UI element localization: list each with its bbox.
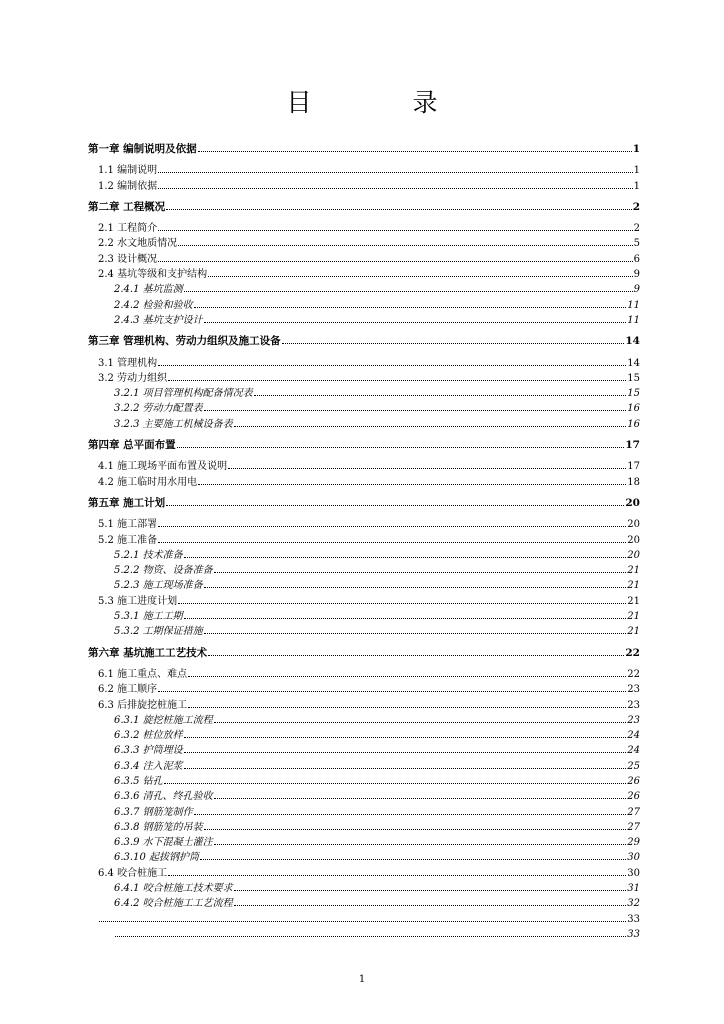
toc-entry[interactable] [88, 563, 640, 578]
toc-entry-page: 25 [627, 760, 640, 772]
toc-entry[interactable] [88, 759, 640, 774]
toc-entry-page: 23 [627, 699, 640, 711]
toc-entry-page: 15 [627, 388, 640, 400]
toc-entry-title: 3.2 劳动力组织 [98, 372, 168, 384]
toc-entry-title: 5.2.3 施工现场准备 [114, 580, 203, 592]
toc-entry[interactable] [88, 850, 640, 865]
dot-leader [166, 496, 624, 506]
toc-entry-title: 1.1 编制说明 [98, 165, 158, 177]
dot-leader [204, 820, 627, 830]
toc-entry-page: 26 [627, 791, 640, 803]
toc-entry-title: 3.2.1 项目管理机构配备情况表 [114, 388, 253, 400]
toc-entry-page: 20 [627, 549, 640, 561]
toc-entry-title: 2.1 工程简介 [98, 223, 158, 235]
dot-leader [204, 313, 627, 323]
dot-leader [208, 646, 624, 656]
toc-entry-page: 24 [627, 730, 640, 742]
toc-entry-page: 1 [633, 180, 640, 192]
toc-entry-title: 2.4.3 基坑支护设计 [114, 314, 203, 326]
toc-entry-title: 2.4 基坑等级和支护结构 [98, 269, 208, 281]
toc-entry[interactable] [88, 774, 640, 789]
toc-entry-title: 第三章 管理机构、劳动力组织及施工设备 [88, 335, 281, 348]
toc-entry-title: 第一章 编制说明及依据 [88, 143, 197, 155]
toc-entry-title: 3.1 管理机构 [98, 357, 158, 369]
toc-entry-page: 20 [625, 496, 640, 509]
dot-leader [177, 438, 625, 448]
toc-entry[interactable] [88, 835, 640, 850]
toc-entry-title: 6.4.2 咬合桩施工工艺流程 [114, 898, 233, 910]
toc-title: 目 录 [286, 88, 476, 117]
toc-entry-page: 30 [627, 867, 640, 879]
toc-entry-page: 2 [633, 223, 640, 235]
toc-entry-page: 11 [627, 299, 640, 311]
dot-leader [184, 282, 633, 292]
toc-entry-page: 1 [632, 143, 640, 155]
toc-entry-title: 第四章 总平面布置 [88, 439, 176, 452]
dot-leader [158, 356, 626, 366]
dot-leader [214, 563, 627, 573]
toc-entry[interactable] [88, 578, 640, 593]
toc-entry[interactable] [88, 927, 640, 942]
toc-entry-title: 6.2 施工顺序 [98, 684, 158, 696]
toc-entry-title: 6.3.2 桩位放样 [114, 730, 183, 742]
toc-entry-page: 27 [627, 821, 640, 833]
dot-leader [198, 142, 632, 152]
toc-entry[interactable] [88, 820, 640, 835]
toc-entry-page: 27 [627, 806, 640, 818]
toc-entry-page: 11 [627, 314, 640, 326]
dot-leader [158, 163, 633, 173]
toc-entry-title: 6.3.8 钢筋笼的吊装 [114, 821, 203, 833]
toc-entry-title: 5.2 施工准备 [98, 534, 158, 546]
dot-leader [188, 667, 626, 677]
toc-chapter-entry[interactable] [88, 142, 640, 157]
dot-leader [158, 517, 626, 527]
toc-entry-title: 5.1 施工部署 [98, 519, 158, 531]
toc-entry-page: 14 [627, 357, 640, 369]
toc-entry[interactable] [88, 881, 640, 896]
toc-entry-page: 23 [627, 684, 640, 696]
dot-leader [158, 533, 626, 543]
dot-leader [200, 850, 626, 860]
toc-entry[interactable] [88, 163, 640, 178]
toc-entry-title: 1.2 编制依据 [98, 180, 158, 192]
toc-entry-title: 2.3 设计概况 [98, 253, 158, 265]
toc-entry-page: 21 [627, 565, 640, 577]
toc-entry-page: 33 [627, 928, 640, 940]
toc-entry-page: 24 [627, 745, 640, 757]
toc-entry[interactable] [88, 533, 640, 548]
dot-leader [178, 236, 633, 246]
toc-entry[interactable] [88, 667, 640, 682]
dot-leader [204, 624, 627, 634]
dot-leader [198, 475, 626, 485]
toc-entry-title: 6.3.1 旋挖桩施工流程 [114, 714, 213, 726]
toc-entry[interactable] [88, 252, 640, 267]
dot-leader [115, 927, 626, 937]
toc-entry-page: 22 [625, 646, 640, 659]
toc-entry[interactable] [88, 401, 640, 416]
toc-entry[interactable] [88, 517, 640, 532]
dot-leader [158, 221, 633, 231]
toc-entry-page: 18 [627, 476, 640, 488]
toc-entry[interactable] [88, 475, 640, 490]
toc-entry-title: 6.3.4 注入泥浆 [114, 760, 183, 772]
toc-entry-page: 21 [627, 611, 640, 623]
toc-entry-title: 5.3.1 施工工期 [114, 611, 183, 623]
toc-entry[interactable] [88, 459, 640, 474]
toc-entry-page: 29 [627, 837, 640, 849]
toc-chapter-entry[interactable] [88, 646, 640, 661]
toc-entry-title: 6.4.1 咬合桩施工技术要求 [114, 883, 233, 895]
toc-entry-title: 5.2.2 物资、设备准备 [114, 565, 213, 577]
toc-entry[interactable] [88, 682, 640, 697]
toc-entry-page: 31 [627, 883, 640, 895]
toc-entry-title: 第五章 施工计划 [88, 496, 166, 509]
toc-entry[interactable] [88, 298, 640, 313]
toc-entry[interactable] [88, 698, 640, 713]
toc-entry-page: 1 [633, 165, 640, 177]
dot-leader [158, 179, 633, 189]
toc-entry[interactable] [88, 356, 640, 371]
toc-entry[interactable] [88, 313, 640, 328]
toc-entry[interactable] [88, 417, 640, 432]
toc-entry-page: 30 [627, 852, 640, 864]
toc-entry-title: 6.1 施工重点、难点 [98, 668, 188, 680]
toc-entry-title: 5.2.1 技术准备 [114, 549, 183, 561]
toc-entry[interactable] [88, 789, 640, 804]
toc-entry-title: 6.4 咬合桩施工 [98, 867, 168, 879]
dot-leader [208, 267, 633, 277]
page-number: 1 [358, 974, 366, 985]
dot-leader [204, 401, 627, 411]
dot-leader [254, 386, 627, 396]
toc-entry-title: 4.2 施工临时用水用电 [98, 476, 198, 488]
toc-entry-title: 4.1 施工现场平面布置及说明 [98, 461, 228, 473]
toc-entry-page: 14 [625, 335, 640, 348]
toc-entry-title: 3.2.2 劳动力配置表 [114, 403, 203, 415]
toc-entry-title: 6.3.3 护筒埋设 [114, 745, 183, 757]
toc-entry-page: 15 [627, 372, 640, 384]
dot-leader [188, 698, 626, 708]
dot-leader [178, 594, 626, 604]
toc-entry[interactable] [88, 728, 640, 743]
dot-leader [234, 881, 627, 891]
dot-leader [158, 252, 633, 262]
toc-entry-page: 33 [627, 913, 640, 925]
toc-entry-title: 6.3.10 起拔钢护筒 [114, 852, 199, 864]
toc-entry[interactable] [88, 743, 640, 758]
toc-entry-title: 3.2.3 主要施工机械设备表 [114, 418, 233, 430]
dot-leader [164, 774, 627, 784]
toc-entry[interactable] [88, 236, 640, 251]
toc-entry-title: 5.3.2 工期保证措施 [114, 626, 203, 638]
toc-entry-page: 9 [633, 269, 640, 281]
toc-entry-page: 2 [632, 200, 640, 213]
dot-leader [194, 298, 627, 308]
toc-entry-page: 21 [627, 580, 640, 592]
toc-entry[interactable] [88, 713, 640, 728]
toc-entry-page: 21 [627, 626, 640, 638]
dot-leader [204, 578, 627, 588]
dot-leader [214, 789, 627, 799]
toc-chapter-entry[interactable] [88, 438, 640, 453]
toc-entry[interactable] [88, 805, 640, 820]
dot-leader [168, 866, 626, 876]
toc-entry-page: 16 [627, 403, 640, 415]
toc-entry[interactable] [88, 912, 640, 927]
toc-entry-title: 第六章 基坑施工工艺技术 [88, 646, 208, 659]
toc-entry-title: 6.3.9 水下混凝土灌注 [114, 837, 213, 849]
dot-leader [184, 728, 627, 738]
dot-leader [234, 896, 627, 906]
toc-entry-title: 2.2 水文地质情况 [98, 238, 178, 250]
toc-entry-page: 21 [627, 595, 640, 607]
toc-entry[interactable] [88, 548, 640, 563]
toc-chapter-entry[interactable] [88, 200, 640, 215]
toc-entry[interactable] [88, 386, 640, 401]
toc-entry[interactable] [88, 221, 640, 236]
toc-entry-page: 20 [627, 519, 640, 531]
toc-entry-title: 第二章 工程概况 [88, 200, 166, 213]
toc-entry-page: 22 [627, 668, 640, 680]
toc-entry-page: 20 [627, 534, 640, 546]
toc-entry-title: 6.3.5 钻孔 [114, 775, 163, 787]
toc-entry[interactable] [88, 594, 640, 609]
dot-leader [214, 835, 627, 845]
toc-chapter-entry[interactable] [88, 334, 640, 349]
dot-leader [166, 200, 632, 210]
dot-leader [158, 682, 626, 692]
toc-entry-page: 23 [627, 714, 640, 726]
toc-entry[interactable] [88, 371, 640, 386]
toc-entry-page: 9 [633, 284, 640, 296]
toc-entry[interactable] [88, 609, 640, 624]
dot-leader [184, 609, 627, 619]
toc-entry-title: 5.3 施工进度计划 [98, 595, 178, 607]
dot-leader [184, 548, 627, 558]
toc-entry[interactable] [88, 866, 640, 881]
toc-entry-title: 2.4.1 基坑监测 [114, 284, 183, 296]
toc-entry-page: 17 [627, 461, 640, 473]
dot-leader [184, 743, 627, 753]
toc-entry-title: 6.3 后排旋挖桩施工 [98, 699, 188, 711]
toc-entry-page: 17 [625, 439, 640, 452]
toc-entry[interactable] [88, 179, 640, 194]
dot-leader [228, 459, 626, 469]
dot-leader [214, 713, 627, 723]
dot-leader [184, 759, 627, 769]
toc-entry-page: 16 [627, 418, 640, 430]
toc-entry[interactable] [88, 624, 640, 639]
toc-entry-page: 5 [633, 238, 640, 250]
dot-leader [194, 805, 627, 815]
toc-entry-page: 32 [627, 898, 640, 910]
dot-leader [168, 371, 626, 381]
toc-entry-title: 6.3.7 钢筋笼制作 [114, 806, 193, 818]
toc-entry-title: 6.3.6 清孔、终孔验收 [114, 791, 213, 803]
toc-entry[interactable] [88, 282, 640, 297]
table-of-contents [88, 142, 640, 942]
toc-entry-page: 6 [633, 253, 640, 265]
dot-leader [234, 417, 627, 427]
dot-leader [282, 334, 625, 344]
toc-entry-title: 2.4.2 检验和验收 [114, 299, 193, 311]
toc-entry-page: 26 [627, 775, 640, 787]
toc-entry[interactable] [88, 896, 640, 911]
toc-entry[interactable] [88, 267, 640, 282]
dot-leader [99, 912, 626, 922]
toc-chapter-entry[interactable] [88, 496, 640, 511]
